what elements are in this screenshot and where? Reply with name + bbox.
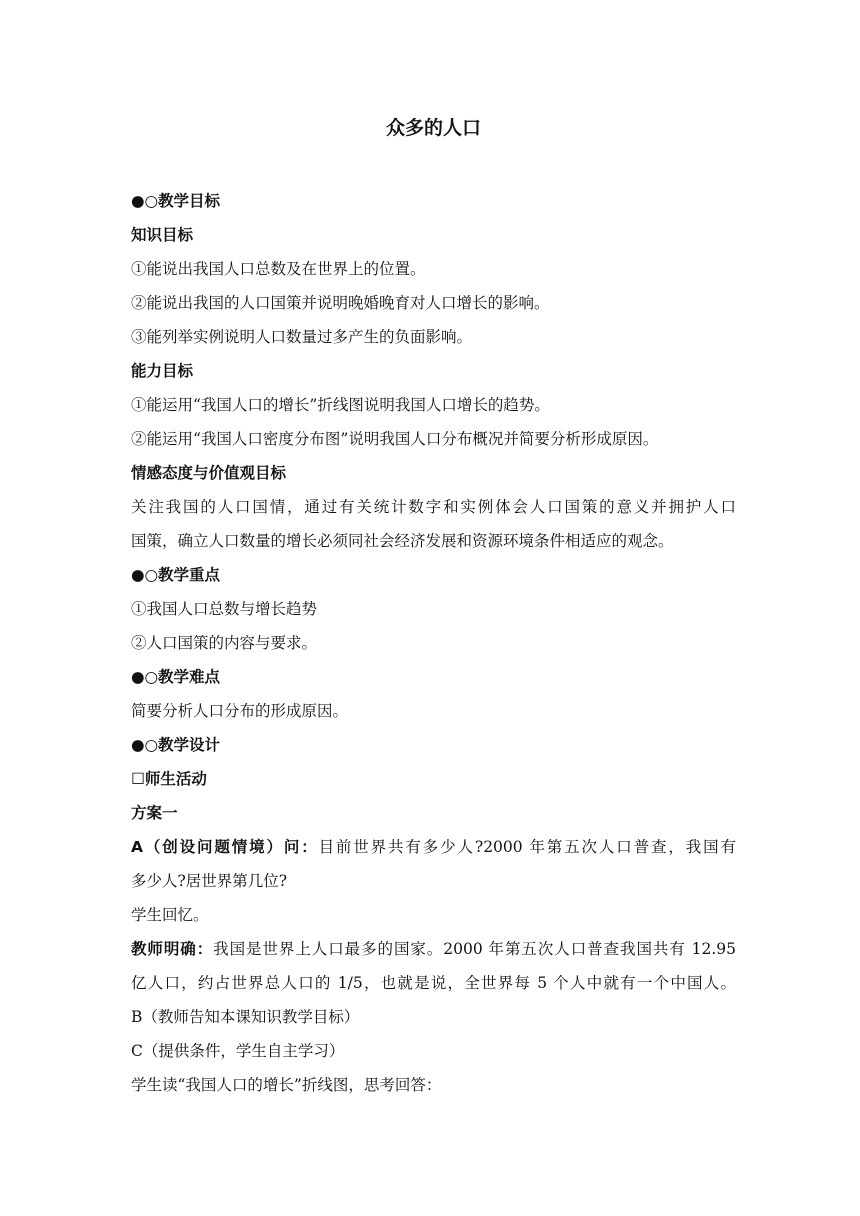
plan-b-text: B（教师告知本课知识教学目标）	[131, 1008, 360, 1026]
knowledge-goal-item: ③能列举实例说明人口数量过多产生的负面影响。	[131, 328, 473, 346]
plan-a-label: A（创设问题情境）问：	[131, 838, 319, 856]
teacher-clarify-paragraph-cont: 亿人口，约占世界总人口的 1/5，也就是说，全世界每 5 个人中就有一个中国人。	[131, 974, 736, 992]
plan-a-question: 目前世界共有多少人?2000 年第五次人口普查，我国有	[318, 838, 736, 856]
section-heading-teaching-goals: ●○教学目标	[131, 192, 221, 210]
document-body	[131, 186, 736, 1104]
attitude-goal-text: 国策，确立人口数量的增长必须同社会经济发展和资源环境条件相适应的观念。	[131, 532, 674, 550]
section-heading-teaching-focus: ●○教学重点	[131, 566, 221, 584]
ability-goal-item: ②能运用“我国人口密度分布图”说明我国人口分布概况并简要分析形成原因。	[131, 430, 659, 448]
subheading-knowledge-goals: 知识目标	[131, 226, 194, 244]
focus-item: ①我国人口总数与增长趋势	[131, 600, 318, 618]
difficulty-text: 简要分析人口分布的形成原因。	[131, 702, 349, 720]
teacher-clarify-text: 我国是世界上人口最多的国家。2000 年第五次人口普查我国共有 12.95	[213, 940, 736, 958]
knowledge-goal-item: ②能说出我国的人口国策并说明晚婚晚育对人口增长的影响。	[131, 294, 550, 312]
ability-goal-item: ①能运用“我国人口的增长”折线图说明我国人口增长的趋势。	[131, 396, 550, 414]
attitude-goal-text: 关注我国的人口国情，通过有关统计数字和实例体会人口国策的意义并拥护人口	[131, 498, 736, 516]
teacher-clarify-paragraph	[131, 934, 736, 968]
section-heading-teaching-design: ●○教学设计	[131, 736, 221, 754]
focus-item: ②人口国策的内容与要求。	[131, 634, 318, 652]
subheading-plan-one: 方案一	[131, 804, 178, 822]
subheading-attitude-goals: 情感态度与价值观目标	[131, 464, 287, 482]
subheading-teacher-student-activity: ☐师生活动	[131, 770, 207, 788]
subheading-ability-goals: 能力目标	[131, 362, 194, 380]
teacher-clarify-label: 教师明确：	[131, 940, 214, 958]
section-heading-teaching-difficulty: ●○教学难点	[131, 668, 221, 686]
reading-task-text: 学生读“我国人口的增长”折线图，思考回答：	[131, 1076, 442, 1094]
plan-a-paragraph	[131, 832, 736, 866]
student-recall-text: 学生回忆。	[131, 906, 209, 924]
plan-a-paragraph-cont: 多少人?居世界第几位?	[131, 872, 288, 890]
page-title: 众多的人口	[385, 117, 481, 139]
plan-c-text: C（提供条件，学生自主学习）	[131, 1042, 345, 1060]
knowledge-goal-item: ①能说出我国人口总数及在世界上的位置。	[131, 260, 426, 278]
